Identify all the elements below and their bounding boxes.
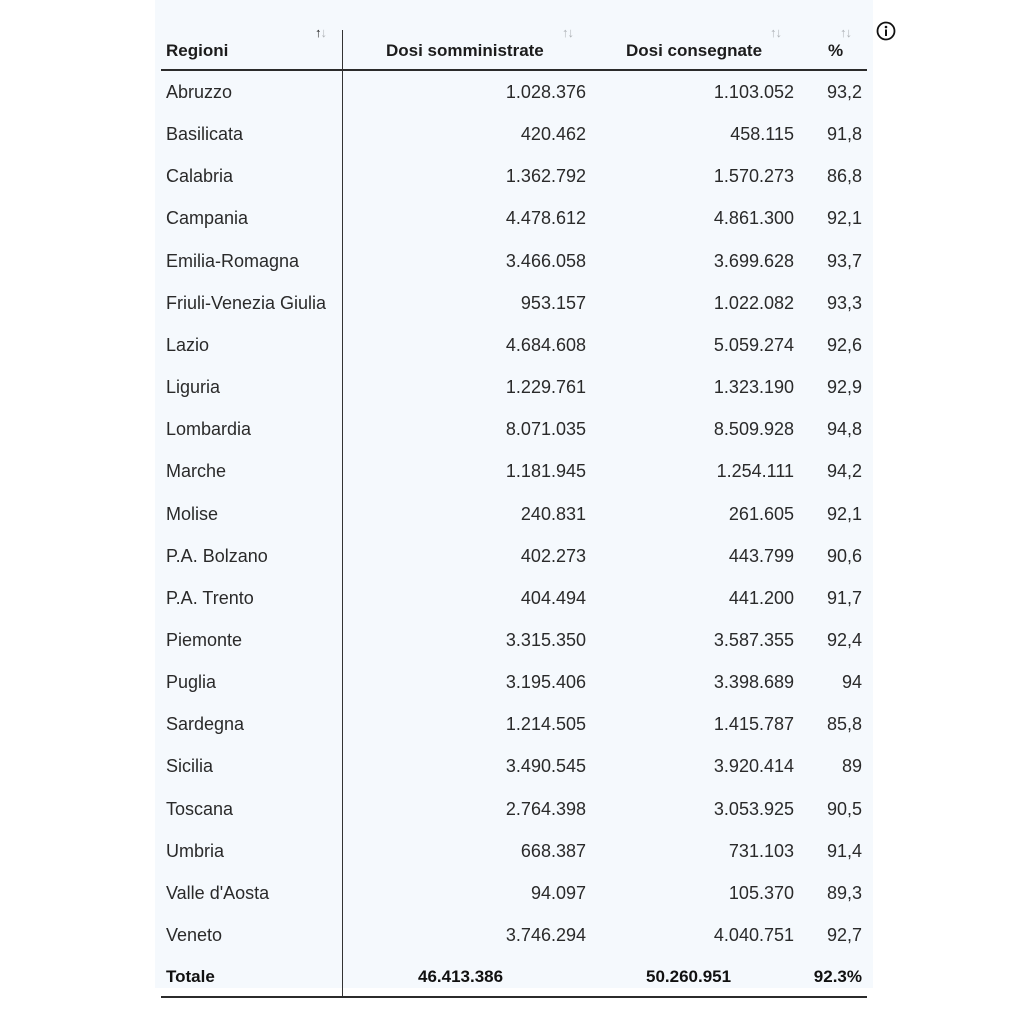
delivered-cell: 731.103 (728, 840, 794, 861)
total-percent: 92.3% (813, 967, 862, 986)
footer-divider (161, 996, 867, 998)
region-cell: Lazio (166, 334, 210, 355)
administered-cell: 420.462 (520, 124, 586, 145)
administered-cell: 668.387 (520, 840, 586, 861)
region-cell: Sardegna (166, 714, 245, 735)
table-row (161, 240, 867, 282)
administered-cell: 94.097 (530, 882, 586, 903)
delivered-cell: 1.570.273 (713, 166, 794, 187)
administered-cell: 4.684.608 (505, 334, 586, 355)
table-row (161, 408, 867, 450)
region-cell: Lombardia (166, 419, 252, 440)
percent-cell: 93,2 (826, 82, 862, 102)
table-row (161, 113, 867, 155)
administered-cell: 3.746.294 (505, 925, 586, 945)
table-row (161, 71, 867, 113)
percent-cell: 91,8 (826, 124, 862, 145)
delivered-cell: 458.115 (730, 124, 794, 145)
table-row (161, 155, 867, 197)
region-cell: Abruzzo (166, 82, 233, 102)
region-cell: Marche (166, 461, 227, 482)
delivered-cell: 3.398.689 (713, 672, 794, 693)
region-cell: Puglia (166, 672, 217, 693)
percent-cell: 93,7 (826, 250, 862, 271)
table-row (161, 577, 867, 619)
table-row (161, 788, 867, 830)
region-cell: Molise (166, 503, 219, 524)
percent-cell: 92,4 (826, 629, 862, 650)
region-cell: Liguria (166, 377, 221, 398)
table-row (161, 872, 867, 914)
administered-cell: 1.362.792 (505, 166, 586, 187)
region-cell: Campania (166, 208, 249, 229)
administered-cell: 240.831 (520, 503, 586, 524)
percent-cell: 89,3 (826, 882, 862, 903)
percent-cell: 91,7 (826, 587, 862, 608)
header-administered[interactable]: Dosi somministrate (386, 41, 544, 60)
region-cell: Veneto (166, 925, 223, 945)
region-cell: Toscana (166, 798, 234, 819)
administered-cell: 8.071.035 (505, 419, 586, 440)
delivered-cell: 1.103.052 (713, 82, 794, 102)
sort-delivered-icon[interactable]: ↑↓ (770, 25, 781, 40)
percent-cell: 92,7 (826, 925, 862, 945)
administered-cell: 1.181.945 (505, 461, 586, 482)
header-region[interactable]: Regioni (166, 41, 229, 60)
administered-cell: 1.229.761 (505, 377, 586, 398)
table-row (161, 493, 867, 535)
total-delivered: 50.260.951 (646, 967, 732, 986)
table-row (161, 619, 867, 661)
percent-cell: 92,6 (826, 334, 862, 355)
total-label: Totale (166, 967, 215, 986)
administered-cell: 2.764.398 (505, 798, 586, 819)
percent-cell: 94,2 (826, 461, 862, 482)
percent-cell: 91,4 (826, 840, 862, 861)
table-row (161, 535, 867, 577)
percent-cell: 89 (841, 756, 862, 777)
delivered-cell: 4.040.751 (713, 925, 794, 945)
total-administered: 46.413.386 (418, 967, 504, 986)
administered-cell: 4.478.612 (505, 208, 586, 229)
administered-cell: 3.315.350 (505, 629, 586, 650)
delivered-cell: 5.059.274 (713, 334, 794, 355)
region-cell: Calabria (166, 166, 234, 187)
percent-cell: 92,1 (826, 208, 862, 229)
table-row (161, 703, 867, 745)
total-row (161, 956, 867, 998)
sort-region-icon[interactable]: ↑↓ (315, 25, 326, 40)
delivered-cell: 441.200 (728, 587, 794, 608)
delivered-cell: 261.605 (728, 503, 794, 524)
percent-cell: 92,9 (826, 377, 862, 398)
delivered-cell: 4.861.300 (713, 208, 794, 229)
delivered-cell: 105.370 (728, 882, 794, 903)
percent-cell: 85,8 (826, 714, 862, 735)
table-row (161, 830, 867, 872)
percent-cell: 92,1 (826, 503, 862, 524)
region-cell: Basilicata (166, 124, 244, 145)
percent-cell: 93,3 (826, 292, 862, 313)
table-row (161, 366, 867, 408)
header-delivered[interactable]: Dosi consegnate (626, 41, 763, 60)
administered-cell: 3.490.545 (505, 756, 586, 777)
administered-cell: 953.157 (520, 292, 586, 313)
sort-administered-icon[interactable]: ↑↓ (562, 25, 573, 40)
delivered-cell: 443.799 (728, 545, 794, 566)
percent-cell: 90,6 (826, 545, 862, 566)
header-percent[interactable]: % (828, 41, 844, 60)
delivered-cell: 8.509.928 (713, 419, 794, 440)
table-row (161, 914, 867, 956)
administered-cell: 3.466.058 (505, 250, 586, 271)
delivered-cell: 1.022.082 (713, 292, 794, 313)
delivered-cell: 1.323.190 (713, 377, 794, 398)
delivered-cell: 3.587.355 (713, 629, 794, 650)
region-cell: P.A. Bolzano (166, 545, 268, 566)
delivered-cell: 3.053.925 (713, 798, 794, 819)
administered-cell: 1.028.376 (505, 82, 586, 102)
table-row (161, 282, 867, 324)
table-row (161, 661, 867, 703)
table-row (161, 197, 867, 239)
region-cell: Emilia-Romagna (166, 250, 300, 271)
region-cell: Sicilia (166, 756, 214, 777)
sort-percent-icon[interactable]: ↑↓ (840, 25, 851, 40)
percent-cell: 86,8 (826, 166, 862, 187)
percent-cell: 94 (841, 672, 862, 693)
administered-cell: 404.494 (520, 587, 586, 608)
percent-cell: 94,8 (826, 419, 862, 440)
administered-cell: 402.273 (520, 545, 586, 566)
delivered-cell: 3.920.414 (713, 756, 794, 777)
percent-cell: 90,5 (826, 798, 862, 819)
table-row (161, 450, 867, 492)
region-cell: Friuli-Venezia Giulia (166, 292, 327, 313)
region-cell: Umbria (166, 840, 225, 861)
region-cell: P.A. Trento (166, 587, 254, 608)
administered-cell: 1.214.505 (505, 714, 586, 735)
delivered-cell: 1.254.111 (716, 461, 794, 482)
administered-cell: 3.195.406 (505, 672, 586, 693)
info-circle-icon[interactable] (876, 21, 896, 41)
delivered-cell: 1.415.787 (713, 714, 794, 735)
region-cell: Piemonte (166, 629, 243, 650)
region-cell: Valle d'Aosta (166, 882, 270, 903)
table-row (161, 324, 867, 366)
table-row (161, 745, 867, 787)
delivered-cell: 3.699.628 (713, 250, 794, 271)
